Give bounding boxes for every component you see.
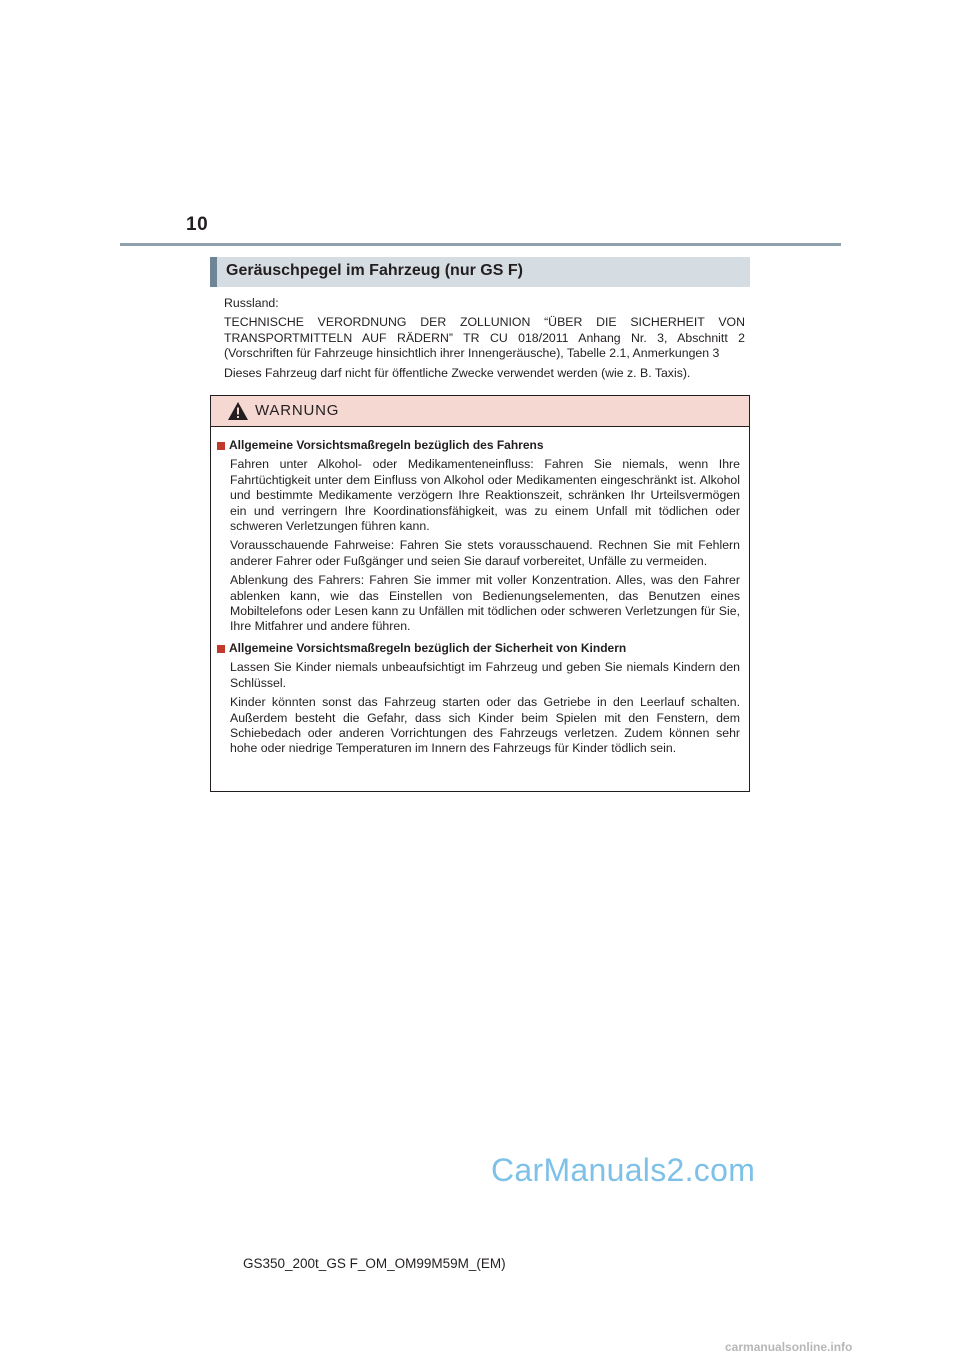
- warning-paragraph: Lassen Sie Kinder niemals unbeaufsichtigt im Fahrzeug und geben Sie niemals Kindern den Schlüssel.: [230, 660, 740, 690]
- section-header: [210, 257, 750, 287]
- warning-group-children: [217, 641, 740, 757]
- square-bullet-icon: [217, 442, 225, 450]
- footer-document-code: GS350_200t_GS F_OM_OM99M59M_(EM): [243, 1256, 506, 1271]
- warning-group-driving: [217, 438, 740, 635]
- warning-triangle-icon: [227, 401, 249, 421]
- warning-body: [217, 438, 740, 763]
- intro-regulation: TECHNISCHE VERORDNUNG DER ZOLLUNION “ÜBER DIE SICHERHEIT VON TRANSPORTMITTELN AUF RÄDERN” TR CU 018/2011 Anhang Nr. 3, Abschnitt 2 (Vorschriften für Fahrzeuge hinsichtlich ihrer Innengeräusche), Tabelle 2.1, Anmerkungen 3: [224, 315, 745, 361]
- bottom-site-logo: carmanualsonline.info: [725, 1340, 853, 1354]
- header-rule: [120, 243, 841, 246]
- intro-text: [224, 296, 745, 385]
- warning-paragraph: Ablenkung des Fahrers: Fahren Sie immer mit voller Konzentration. Alles, was den Fahrer ablenken kann, wie das Einstellen von Bedienungselementen, das Benutzen eines Mobiltelefons oder Lesen kann zu Unfällen mit tödlichen oder schweren Verletzungen für Sie, Ihre Mitfahrer und andere führen.: [230, 573, 740, 634]
- warning-subheading: [217, 438, 740, 453]
- warning-box: [210, 395, 750, 792]
- square-bullet-icon: [217, 645, 225, 653]
- section-title: Geräuschpegel im Fahrzeug (nur GS F): [226, 262, 523, 279]
- warning-subheading-text: Allgemeine Vorsichtsmaßregeln bezüglich des Fahrens: [229, 438, 544, 452]
- warning-subheading: [217, 641, 740, 656]
- page-number: 10: [186, 214, 209, 235]
- watermark-logo: CarManuals2.com: [491, 1152, 756, 1188]
- intro-usage-note: Dieses Fahrzeug darf nicht für öffentliche Zwecke verwendet werden (wie z. B. Taxis).: [224, 365, 691, 380]
- intro-country: Russland:: [224, 296, 279, 310]
- warning-title: WARNUNG: [255, 402, 340, 419]
- warning-paragraph: Kinder könnten sonst das Fahrzeug starten oder das Getriebe in den Leerlauf schalten. Außerdem besteht die Gefahr, dass sich Kinder beim Spielen mit den Fenstern, dem Schiebedach oder anderen Vorrichtungen des Fahrzeugs verletzen. Zudem können sehr hohe oder niedrige Temperaturen im Innern des Fahrzeugs für Kinder tödlich sein.: [230, 695, 740, 756]
- warning-paragraph: Fahren unter Alkohol- oder Medikamenteneinfluss: Fahren Sie niemals, wenn Ihre Fahrtüchtigkeit unter dem Einfluss von Alkohol oder Medikamenten eingeschränkt ist. Alkohol und bestimmte Medikamente verzögern Ihre Reaktionszeit, schränken Ihr Urteilsvermögen ein und verringern Ihre Koordinationsfähigkeit, was zu einem Unfall mit tödlichen oder schweren Verletzungen führen kann.: [230, 457, 740, 534]
- warning-subheading-text: Allgemeine Vorsichtsmaßregeln bezüglich der Sicherheit von Kindern: [229, 640, 627, 655]
- warning-paragraph: Vorausschauende Fahrweise: Fahren Sie stets vorausschauend. Rechnen Sie mit Fehlern anderer Fahrer oder Fußgänger und seien Sie darauf vorbereitet, Unfälle zu vermeiden.: [230, 538, 740, 568]
- warning-header: [211, 396, 749, 427]
